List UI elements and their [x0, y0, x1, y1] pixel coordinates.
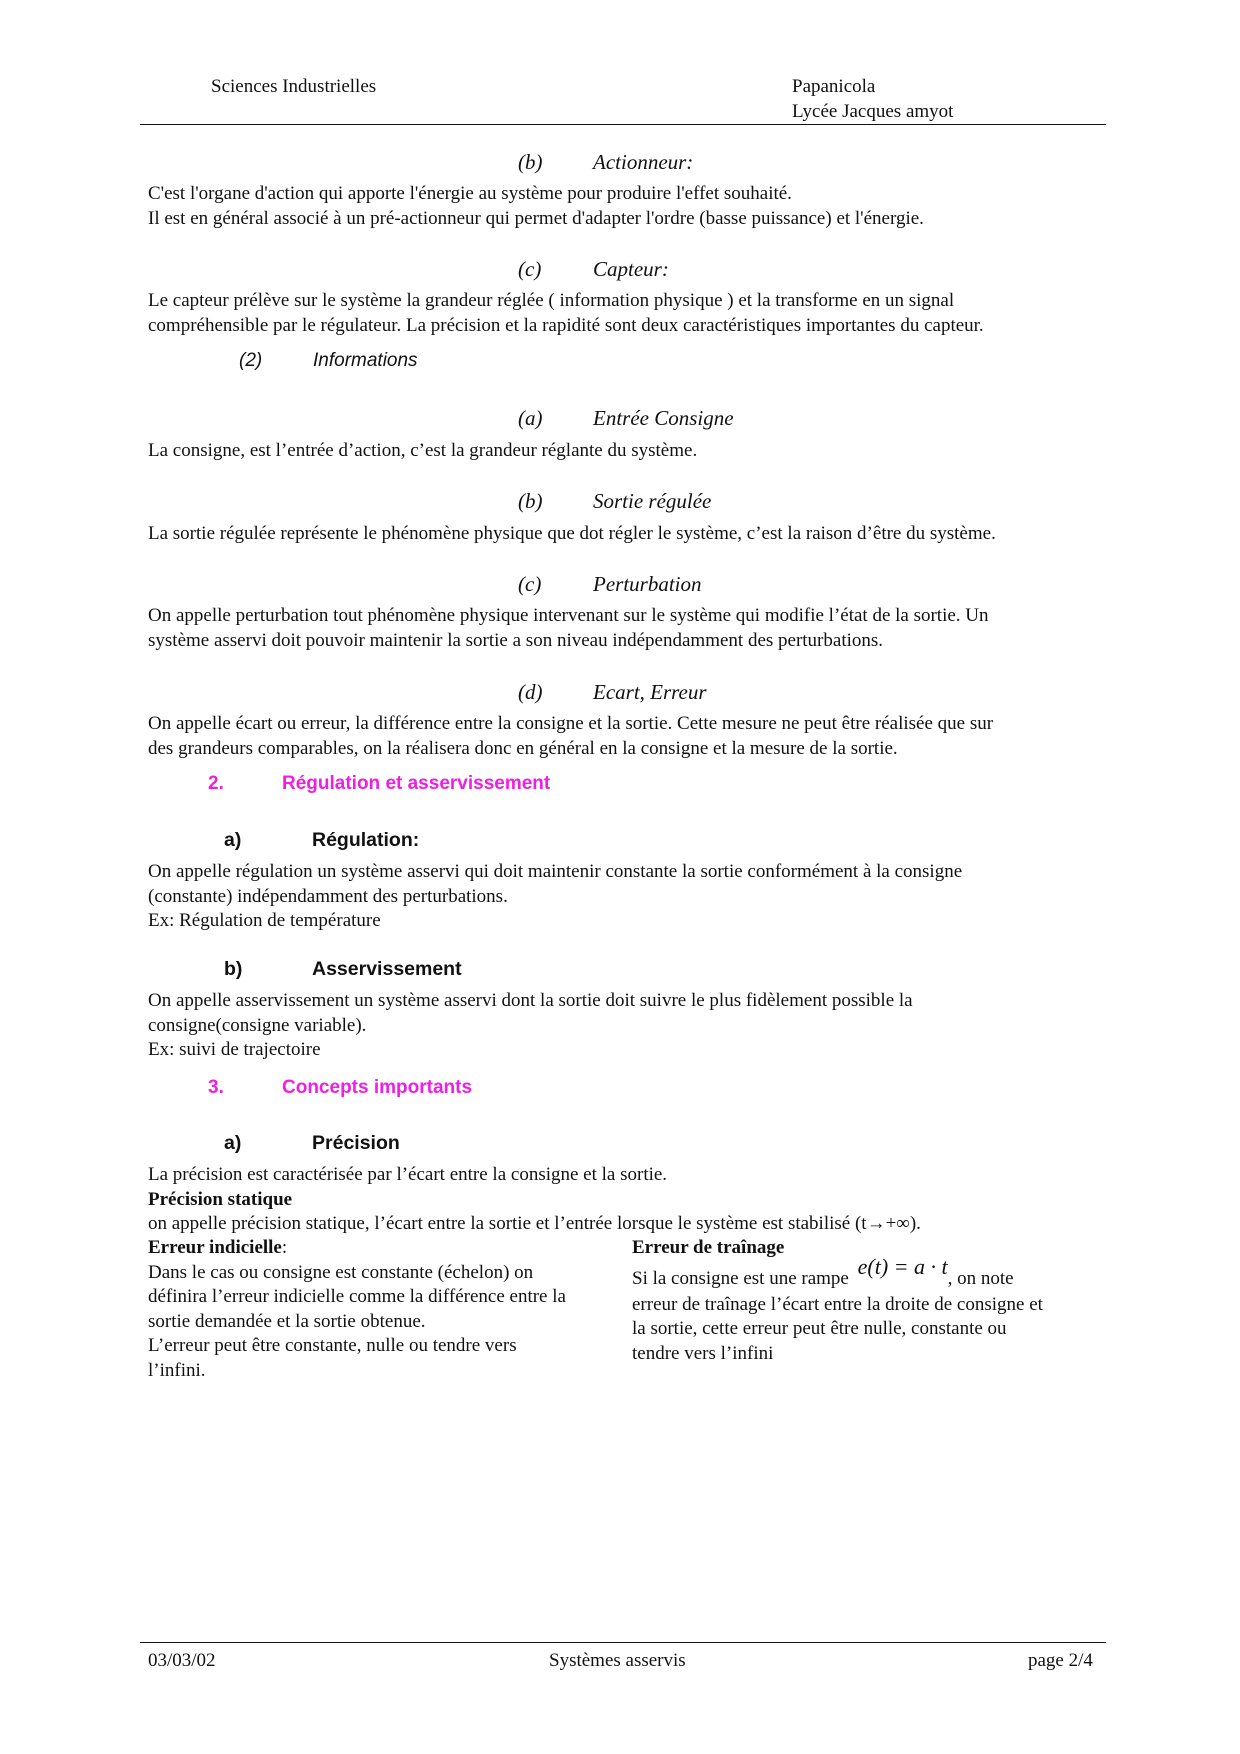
subsection-regulation-num: a)	[224, 829, 242, 851]
text-line: Dans le cas ou consigne est constante (échelon) on	[148, 1261, 534, 1283]
subsection-asservissement-num: b)	[224, 958, 243, 980]
erreur-trainage-title: Erreur de traînage	[632, 1237, 785, 1258]
section-title-regulation-asservissement: Régulation et asservissement	[282, 773, 551, 794]
footer-date: 03/03/02	[148, 1650, 216, 1671]
heading-informations-num: (2)	[239, 350, 263, 371]
text-line: On appelle régulation un système asservi qui doit maintenir constante la sortie conformément à la consigne	[148, 861, 963, 882]
erreur-indicielle-heading	[148, 1236, 618, 1261]
text-line: C'est l'organe d'action qui apporte l'énergie au système pour produire l'effet souhaité.	[148, 183, 792, 204]
text-line: consigne(consigne variable).	[148, 1014, 367, 1036]
paragraph-entree	[148, 439, 1108, 464]
heading-sortie-num: (b)	[518, 489, 543, 513]
precision-statique-title: Précision statique	[148, 1188, 293, 1210]
column-erreur-trainage	[632, 1236, 1102, 1366]
text-line: La consigne, est l’entrée d’action, c’est la grandeur réglante du système.	[148, 440, 698, 461]
heading-informations: Informations	[313, 350, 418, 371]
heading-perturbation: Perturbation	[593, 572, 702, 596]
header-rule	[140, 124, 1106, 125]
text-line: On appelle asservissement un système asservi dont la sortie doit suivre le plus fidèlement possible la	[148, 990, 913, 1011]
section-number-2: 2.	[208, 773, 224, 794]
paragraph-asservissement	[148, 989, 1108, 1063]
text-line: Le capteur prélève sur le système la grandeur réglée ( information physique ) et la transforme en un signal	[148, 290, 955, 311]
footer-page-number: page 2/4	[1028, 1650, 1093, 1671]
text-line: tendre vers l’infini	[632, 1342, 774, 1364]
text-line: erreur de traînage l’écart entre la droite de consigne et	[632, 1293, 1043, 1315]
heading-perturbation-num: (c)	[518, 572, 542, 596]
subsection-precision-num: a)	[224, 1132, 242, 1154]
text-line: des grandeurs comparables, on la réalisera donc en général en la consigne et la mesure de la sortie.	[148, 737, 898, 759]
text-line: On appelle perturbation tout phénomène physique intervenant sur le système qui modifie l’état de la sortie. Un	[148, 605, 989, 626]
subsection-precision: Précision	[312, 1132, 400, 1154]
paragraph-perturbation	[148, 604, 1108, 653]
subsection-asservissement: Asservissement	[312, 958, 462, 980]
footer-rule	[140, 1642, 1106, 1643]
text-line: L’erreur peut être constante, nulle ou tendre vers	[148, 1335, 517, 1356]
paragraph-capteur	[148, 289, 1108, 338]
header-left: Sciences Industrielles	[211, 76, 377, 97]
text-line: on appelle précision statique, l’écart entre la sortie et l’entrée lorsque le système est stabilisé (t→+∞).	[148, 1213, 921, 1234]
text-line: l’infini.	[148, 1359, 206, 1381]
text-line: La sortie régulée représente le phénomène physique que dot régler le système, c’est la raison d’être du système.	[148, 523, 996, 544]
paragraph-precision	[148, 1163, 1108, 1237]
text-line: sortie demandée et la sortie obtenue.	[148, 1310, 426, 1332]
text-line: Ex: Régulation de température	[148, 910, 381, 931]
erreur-indicielle-title: Erreur indicielle	[148, 1237, 282, 1258]
text-line: Ex: suivi de trajectoire	[148, 1039, 321, 1060]
paragraph-ecart	[148, 712, 1108, 761]
paragraph-regulation	[148, 860, 1108, 934]
text-line: Il est en général associé à un pré-actionneur qui permet d'adapter l'ordre (basse puissance) et l'énergie.	[148, 207, 924, 229]
subsection-regulation: Régulation:	[312, 829, 420, 851]
ramp-formula: e(t) = a · t	[857, 1253, 948, 1279]
heading-entree-consigne: Entrée Consigne	[593, 406, 734, 430]
erreur-indicielle-colon: :	[281, 1237, 288, 1258]
heading-entree-num: (a)	[518, 406, 543, 430]
text-line: , on note	[947, 1267, 1014, 1289]
heading-actionneur-num: (b)	[518, 150, 543, 174]
paragraph-sortie	[148, 522, 1108, 547]
section-number-3: 3.	[208, 1077, 224, 1098]
heading-ecart-num: (d)	[518, 680, 543, 704]
header-author: Papanicola	[792, 76, 876, 97]
text-line: Si la consigne est une rampe	[632, 1267, 849, 1289]
erreur-trainage-formula-line	[632, 1253, 1102, 1293]
footer-title: Systèmes asservis	[549, 1650, 686, 1671]
text-line: définira l’erreur indicielle comme la différence entre la	[148, 1286, 566, 1307]
text-line: (constante) indépendamment des perturbations.	[148, 885, 508, 907]
text-line: la sortie, cette erreur peut être nulle, constante ou	[632, 1318, 1007, 1339]
text-line: On appelle écart ou erreur, la différence entre la consigne et la sortie. Cette mesure ne peut être réalisée que sur	[148, 713, 994, 734]
heading-sortie-regulee: Sortie régulée	[593, 489, 712, 513]
section-title-concepts: Concepts importants	[282, 1077, 473, 1098]
text-line: La précision est caractérisée par l’écart entre la consigne et la sortie.	[148, 1164, 668, 1185]
heading-ecart-erreur: Ecart, Erreur	[593, 680, 707, 704]
text-line: compréhensible par le régulateur. La précision et la rapidité sont deux caractéristiques importantes du capteur.	[148, 314, 984, 336]
text-line: système asservi doit pouvoir maintenir la sortie a son niveau indépendamment des perturbations.	[148, 629, 884, 651]
heading-capteur: Capteur:	[593, 257, 669, 281]
column-erreur-indicielle	[148, 1236, 618, 1383]
heading-capteur-num: (c)	[518, 257, 542, 281]
heading-actionneur: Actionneur:	[593, 150, 694, 174]
paragraph-actionneur	[148, 182, 1108, 231]
header-school: Lycée Jacques amyot	[792, 101, 954, 122]
